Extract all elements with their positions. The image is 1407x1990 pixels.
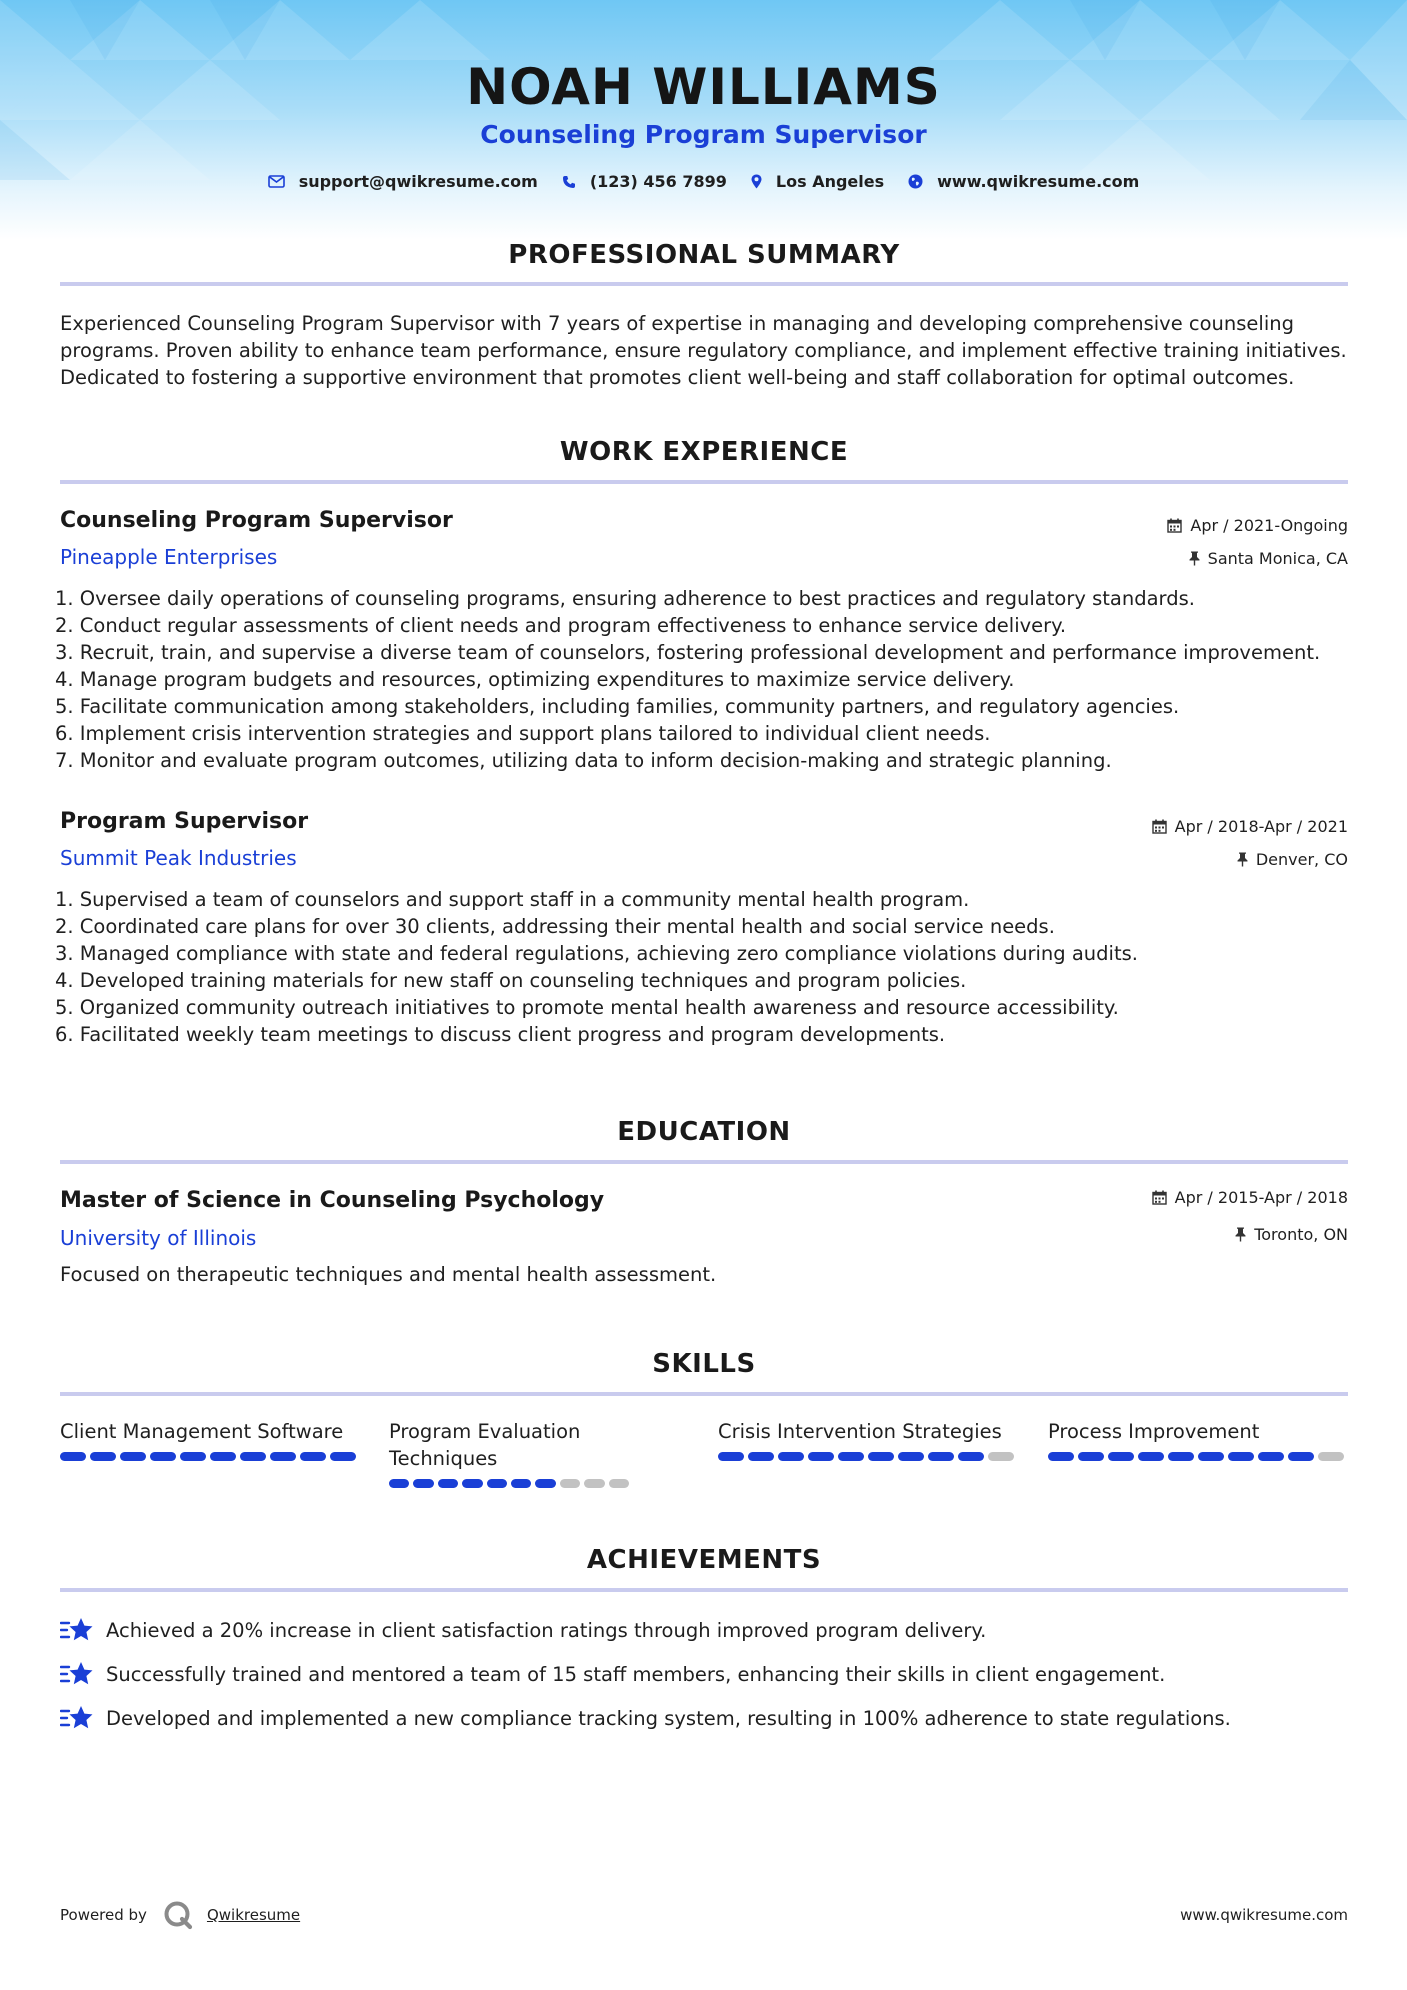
pushpin-icon [1235,1227,1246,1242]
skill-segment-filled [1078,1452,1104,1461]
achievement-text: Developed and implemented a new compliance tracking system, resulting in 100% adherence to state regulations. [106,1706,1231,1730]
list-item: 4. Developed training materials for new staff on counseling techniques and program policies. [55,969,967,992]
skill-segment-filled [210,1452,236,1461]
achievements-divider [60,1588,1348,1592]
skill-name: Program Evaluation Techniques [389,1420,581,1470]
skill-segment-empty [988,1452,1014,1461]
skill-segment-filled [180,1452,206,1461]
skill-level-bar [60,1452,360,1461]
job-bullets [55,585,1355,774]
list-item: 3. Managed compliance with state and federal regulations, achieving zero compliance violations during audits. [55,942,1138,965]
skill-segment-filled [300,1452,326,1461]
skill-segment-filled [928,1452,954,1461]
job-location-text: Santa Monica, CA [1207,549,1348,568]
contact-email[interactable] [268,172,538,191]
education-dates [1152,1188,1348,1207]
skill-segment-filled [1108,1452,1134,1461]
job-company: Pineapple Enterprises [60,545,278,569]
skill-segment-filled [413,1479,433,1488]
skill-segment-filled [462,1479,482,1488]
map-marker-icon [751,174,762,189]
calendar-icon [1152,819,1167,834]
job-dates [1152,817,1348,836]
education-dates-text: Apr / 2015-Apr / 2018 [1174,1188,1348,1207]
skill-item [389,1418,629,1488]
job-bullets [55,886,1355,1048]
skill-segment-filled [535,1479,555,1488]
candidate-name: NOAH WILLIAMS [466,58,941,116]
globe-icon [908,174,923,189]
achievement-item [60,1703,1231,1733]
skill-segment-filled [1228,1452,1254,1461]
contact-website[interactable] [908,172,1139,191]
star-icon [60,1615,94,1645]
job-location [1237,850,1348,869]
skill-item [1048,1418,1348,1461]
skill-item [60,1418,360,1461]
skill-segment-filled [958,1452,984,1461]
skill-segment-filled [868,1452,894,1461]
list-item: 1. Supervised a team of counselors and support staff in a community mental health program. [55,888,970,911]
list-item: 6. Implement crisis intervention strategies and support plans tailored to individual client needs. [55,722,991,745]
skill-segment-filled [389,1479,409,1488]
achievement-item [60,1659,1165,1689]
summary-text: Experienced Counseling Program Supervisor with 7 years of expertise in managing and developing comprehensive counseling programs. Proven ability to enhance team performance, ensure regulatory compliance, and implement effective training initiatives. Dedicated to fostering a supportive environment that promotes client well-being and staff collaboration for optimal outcomes. [60,312,1347,389]
list-item: 5. Organized community outreach initiatives to promote mental health awareness and resource accessibility. [55,996,1119,1019]
list-item: 3. Recruit, train, and supervise a diverse team of counselors, fostering professional development and performance improvement. [55,641,1321,664]
skills-divider [60,1392,1348,1396]
contact-location [751,172,884,191]
skill-segment-filled [808,1452,834,1461]
contact-email-text: support@qwikresume.com [298,172,538,191]
skill-segment-filled [90,1452,116,1461]
skill-segment-filled [778,1452,804,1461]
pushpin-icon [1237,852,1248,867]
skill-segment-empty [560,1479,580,1488]
job-title: Program Supervisor [60,809,309,834]
achievements-heading: ACHIEVEMENTS [586,1545,822,1575]
skill-segment-filled [270,1452,296,1461]
job-dates-text: Apr / 2021-Ongoing [1190,516,1348,535]
skill-segment-filled [120,1452,146,1461]
list-item: 6. Facilitated weekly team meetings to discuss client progress and program developments. [55,1023,946,1046]
experience-heading: WORK EXPERIENCE [559,437,849,467]
achievement-text: Successfully trained and mentored a team of 15 staff members, enhancing their skills in client engagement. [106,1662,1166,1686]
powered-by-label: Powered by [60,1906,147,1924]
education-location-text: Toronto, ON [1254,1225,1348,1244]
skill-segment-filled [1048,1452,1074,1461]
skill-segment-filled [1288,1452,1314,1461]
skill-level-bar [718,1452,1018,1461]
phone-icon [562,175,576,189]
skill-name: Client Management Software [60,1420,344,1443]
experience-divider [60,480,1348,484]
achievement-text: Achieved a 20% increase in client satisfaction ratings through improved program delivery. [106,1618,987,1642]
summary-heading: PROFESSIONAL SUMMARY [508,240,900,270]
candidate-role: Counseling Program Supervisor [480,120,927,149]
footer-powered-by [60,1900,300,1930]
qwikresume-logo-icon [163,1900,193,1930]
star-icon [60,1703,94,1733]
skill-segment-filled [748,1452,774,1461]
skill-name: Process Improvement [1048,1420,1260,1443]
skills-heading: SKILLS [652,1349,756,1379]
skill-segment-empty [584,1479,604,1488]
skill-segment-filled [240,1452,266,1461]
skill-level-bar [1048,1452,1348,1461]
school-name: University of Illinois [60,1226,257,1250]
job-location [1189,549,1348,568]
skill-item [718,1418,1018,1461]
job-location-text: Denver, CO [1255,850,1348,869]
skill-segment-filled [1258,1452,1284,1461]
skill-segment-filled [898,1452,924,1461]
list-item: 4. Manage program budgets and resources, optimizing expenditures to maximize service delivery. [55,668,1015,691]
pushpin-icon [1189,551,1200,566]
brand-link[interactable]: Qwikresume [206,1906,301,1924]
skill-segment-filled [1138,1452,1164,1461]
skill-segment-filled [150,1452,176,1461]
skill-segment-filled [330,1452,356,1461]
skill-level-bar [389,1479,629,1488]
skill-segment-filled [838,1452,864,1461]
job-title: Counseling Program Supervisor [60,508,453,533]
education-description: Focused on therapeutic techniques and mental health assessment. [60,1263,717,1286]
contact-website-text: www.qwikresume.com [937,172,1140,191]
contact-phone-text: (123) 456 7899 [589,172,727,191]
achievement-item [60,1615,986,1645]
list-item: 5. Facilitate communication among stakeholders, including families, community partners, and regulatory agencies. [55,695,1180,718]
footer-website[interactable]: www.qwikresume.com [1180,1906,1348,1924]
skill-segment-filled [487,1479,507,1488]
skill-segment-filled [1198,1452,1224,1461]
envelope-icon [268,175,285,188]
skill-name: Crisis Intervention Strategies [718,1420,1002,1443]
job-company: Summit Peak Industries [60,846,297,870]
degree-title: Master of Science in Counseling Psychology [60,1188,605,1213]
skill-segment-filled [718,1452,744,1461]
calendar-icon [1152,1190,1167,1205]
skill-segment-filled [60,1452,86,1461]
skill-segment-filled [511,1479,531,1488]
skill-segment-filled [1168,1452,1194,1461]
contact-location-text: Los Angeles [775,172,885,191]
summary-divider [60,282,1348,286]
skill-segment-filled [438,1479,458,1488]
contact-bar [0,172,1407,191]
education-location [1235,1225,1348,1244]
list-item: 1. Oversee daily operations of counseling programs, ensuring adherence to best practices and regulatory standards. [55,587,1195,610]
skill-segment-empty [1318,1452,1344,1461]
education-divider [60,1160,1348,1164]
skill-segment-empty [609,1479,629,1488]
list-item: 7. Monitor and evaluate program outcomes, utilizing data to inform decision-making and strategic planning. [55,749,1112,772]
list-item: 2. Coordinated care plans for over 30 clients, addressing their mental health and social service needs. [55,915,1055,938]
education-heading: EDUCATION [617,1117,791,1147]
contact-phone[interactable] [562,172,727,191]
list-item: 2. Conduct regular assessments of client needs and program effectiveness to enhance service delivery. [55,614,1067,637]
star-icon [60,1659,94,1689]
calendar-icon [1167,518,1182,533]
job-dates-text: Apr / 2018-Apr / 2021 [1174,817,1348,836]
job-dates [1167,516,1348,535]
